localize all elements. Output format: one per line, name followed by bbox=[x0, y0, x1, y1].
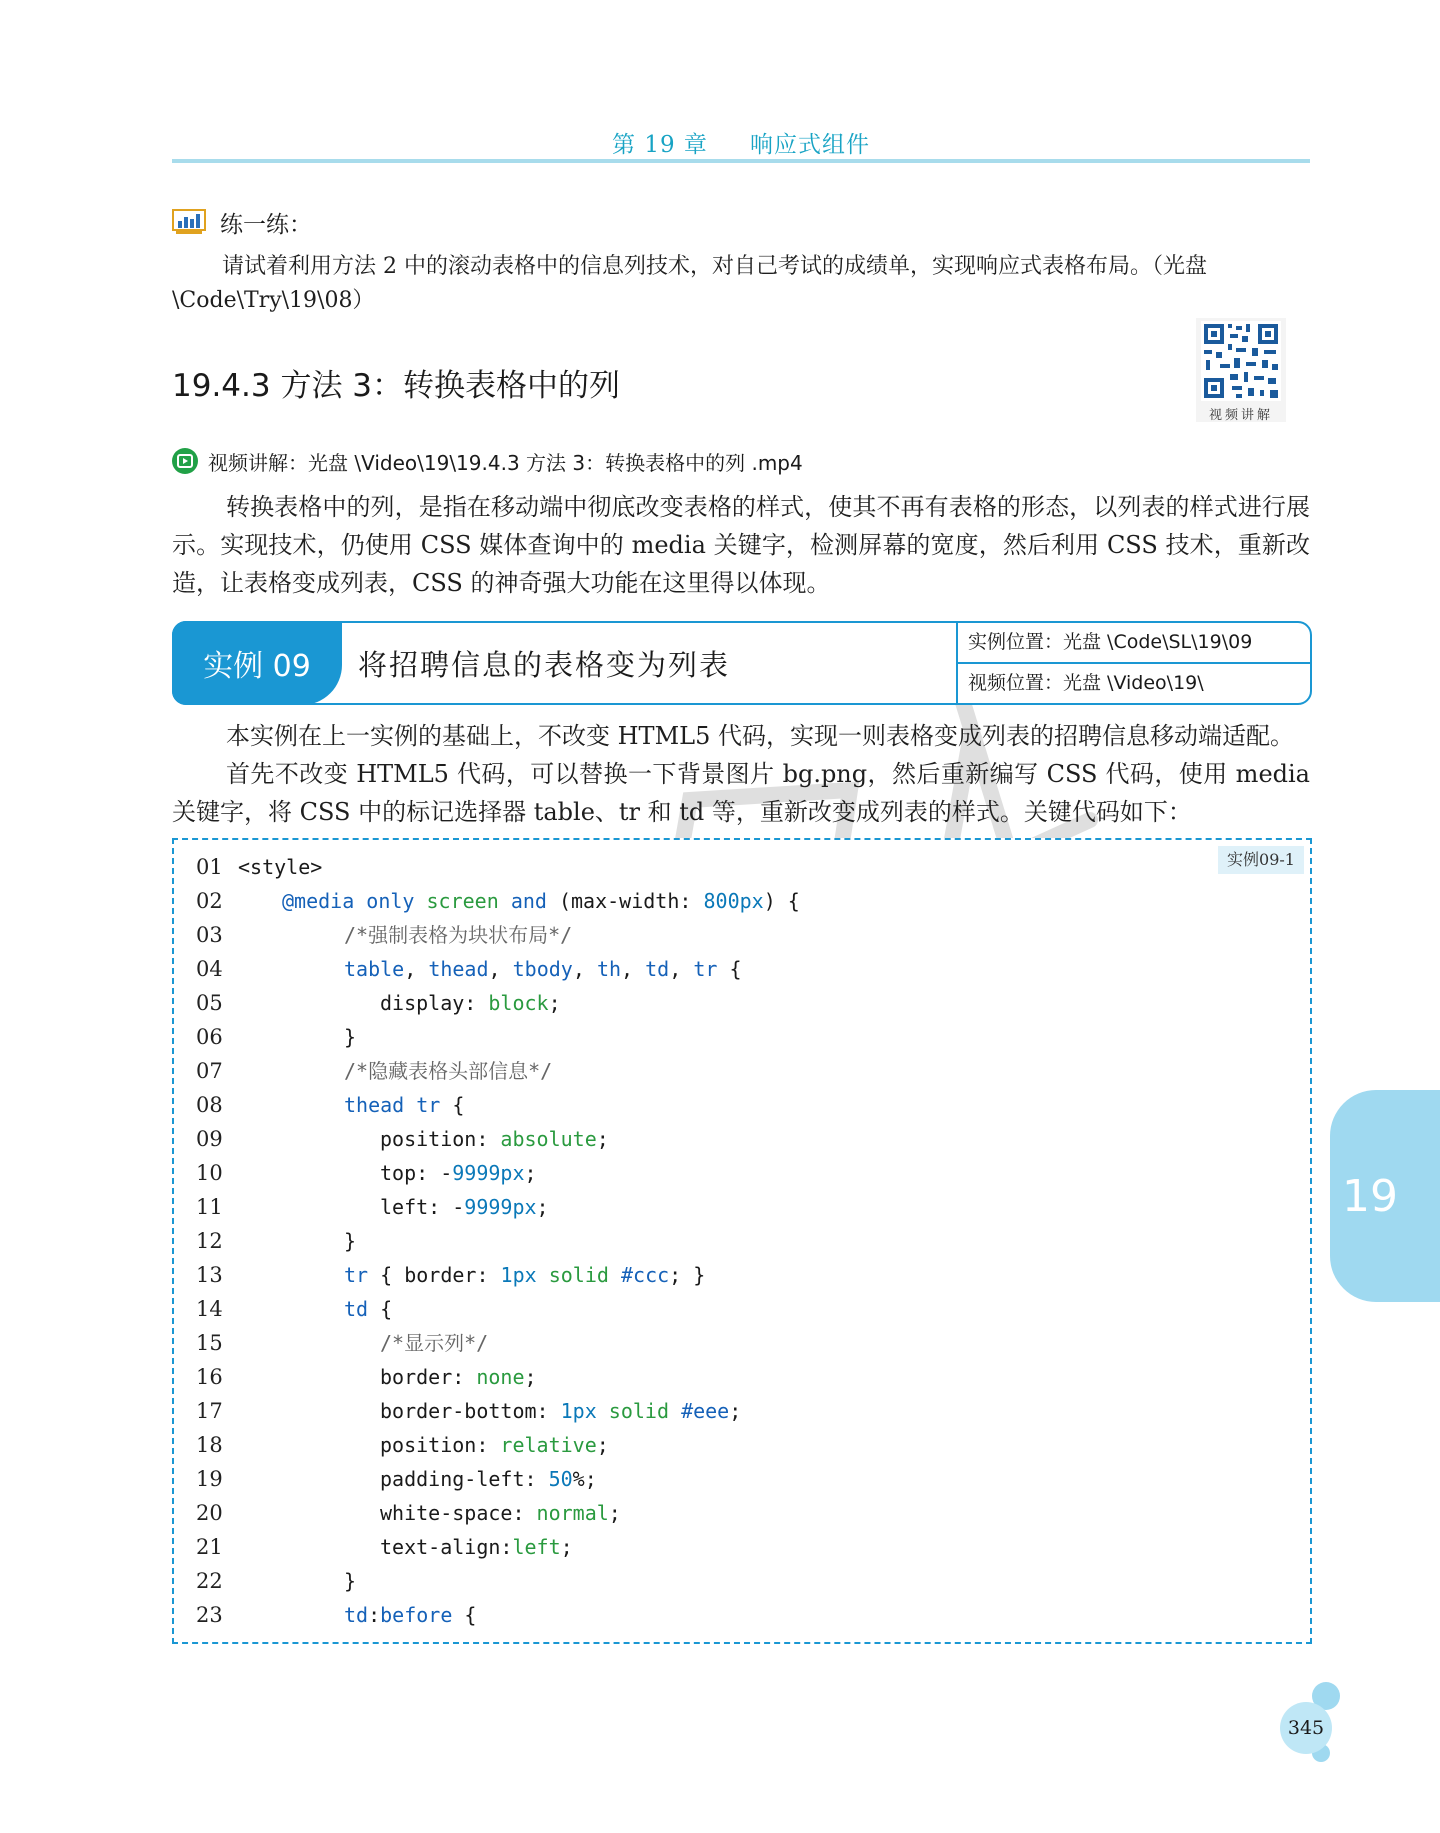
code-line bbox=[196, 1462, 597, 1496]
code-line bbox=[196, 1394, 741, 1428]
code-line bbox=[196, 1020, 356, 1054]
code-text bbox=[344, 918, 572, 952]
line-number: 03 bbox=[196, 923, 223, 947]
code-token: : bbox=[368, 1603, 381, 1627]
chapter-title: 响应式组件 bbox=[749, 132, 870, 158]
code-line bbox=[196, 986, 561, 1020]
code-token: , bbox=[669, 957, 694, 981]
code-text bbox=[344, 952, 742, 986]
code-line bbox=[196, 1088, 464, 1122]
code-token: /*显示列*/ bbox=[380, 1331, 489, 1355]
code-token: block bbox=[488, 991, 549, 1015]
code-token: %; bbox=[572, 1467, 597, 1491]
code-text bbox=[380, 1530, 573, 1564]
code-token: ; } bbox=[669, 1263, 706, 1287]
code-token: tr bbox=[416, 1093, 441, 1117]
code-line bbox=[196, 1360, 537, 1394]
code-token: position: bbox=[380, 1433, 501, 1457]
code-line bbox=[196, 1496, 621, 1530]
chapter-side-tab bbox=[1330, 1090, 1440, 1302]
code-token: absolute bbox=[500, 1127, 597, 1151]
example-title: 将招聘信息的表格变为列表 bbox=[358, 648, 731, 682]
line-number: 01 bbox=[196, 855, 223, 879]
example-header bbox=[172, 621, 1312, 705]
code-token: table bbox=[344, 957, 405, 981]
code-token: (max-width: bbox=[546, 889, 704, 913]
code-token: 1px bbox=[500, 1263, 537, 1287]
example-video-location: 视频位置：光盘 \Video\19\ bbox=[958, 662, 1310, 703]
code-token: ; bbox=[560, 1535, 573, 1559]
code-line bbox=[196, 1258, 705, 1292]
code-token: 9999px bbox=[452, 1161, 525, 1185]
code-token: , bbox=[572, 957, 597, 981]
chapter-side-tab-label: 19 bbox=[1342, 1170, 1398, 1222]
code-text bbox=[380, 1156, 537, 1190]
code-line bbox=[196, 1224, 356, 1258]
code-token: ; bbox=[596, 1127, 609, 1151]
code-token: ) { bbox=[763, 889, 800, 913]
code-token: border: bbox=[380, 1365, 477, 1389]
code-token: screen bbox=[426, 889, 499, 913]
code-line bbox=[196, 918, 572, 952]
code-token: th bbox=[596, 957, 622, 981]
code-line bbox=[196, 1428, 609, 1462]
code-token: { bbox=[440, 1093, 465, 1117]
code-token bbox=[414, 889, 426, 913]
code-line bbox=[196, 1530, 573, 1564]
line-number: 05 bbox=[196, 991, 223, 1015]
code-token: before bbox=[380, 1603, 453, 1627]
code-token: 800px bbox=[703, 889, 764, 913]
line-number: 09 bbox=[196, 1127, 223, 1151]
code-token: <style> bbox=[238, 855, 323, 879]
practice-title: 练一练： bbox=[220, 211, 312, 238]
code-listing bbox=[172, 838, 1312, 1644]
line-number: 17 bbox=[196, 1399, 223, 1423]
code-text bbox=[344, 1564, 356, 1598]
code-token: left bbox=[512, 1535, 561, 1559]
code-line bbox=[196, 884, 800, 918]
line-number: 07 bbox=[196, 1059, 223, 1083]
example-tag: 实例 09 bbox=[172, 621, 342, 705]
qr-code-icon bbox=[1196, 318, 1286, 404]
intro-paragraph-text: 转换表格中的列，是指在移动端中彻底改变表格的样式，使其不再有表格的形态，以列表的样式进行展示。实现技术，仍使用 CSS 媒体查询中的 media 关键字，检测屏幕的宽度，然后利用 CSS 技术，重新改造，让表格变成列表，CSS 的神奇强大功能在这里得以体现。 bbox=[172, 493, 1310, 597]
code-token: tr bbox=[344, 1263, 369, 1287]
code-token: /*隐藏表格头部信息*/ bbox=[344, 1059, 553, 1083]
qr-code[interactable] bbox=[1196, 318, 1286, 422]
code-token: #eee bbox=[681, 1399, 730, 1423]
code-text bbox=[380, 1394, 741, 1428]
qr-label: 视频讲解 bbox=[1208, 408, 1273, 423]
code-line bbox=[196, 1564, 356, 1598]
line-number: 15 bbox=[196, 1331, 223, 1355]
code-token: solid bbox=[548, 1263, 609, 1287]
code-token: ; bbox=[729, 1399, 742, 1423]
video-play-icon bbox=[172, 448, 198, 474]
code-token: #ccc bbox=[620, 1263, 670, 1287]
code-token: tr bbox=[693, 957, 718, 981]
code-token bbox=[354, 889, 366, 913]
code-token: 1px bbox=[560, 1399, 597, 1423]
code-token: none bbox=[476, 1365, 525, 1389]
line-number: 11 bbox=[196, 1195, 223, 1219]
chapter-number: 第 19 章 bbox=[612, 132, 708, 158]
code-token: white-space: bbox=[380, 1501, 537, 1525]
section-title: 19.4.3 方法 3：转换表格中的列 bbox=[172, 368, 621, 404]
page-number-text: 345 bbox=[1287, 1717, 1325, 1739]
code-token: ; bbox=[524, 1161, 537, 1185]
code-token: { bbox=[717, 957, 742, 981]
line-number: 13 bbox=[196, 1263, 223, 1287]
code-token: top: - bbox=[380, 1161, 453, 1185]
line-number: 08 bbox=[196, 1093, 223, 1117]
code-token: padding-left: bbox=[380, 1467, 549, 1491]
code-token: td bbox=[344, 1297, 369, 1321]
code-token: , bbox=[488, 957, 513, 981]
line-number: 02 bbox=[196, 889, 223, 913]
code-line bbox=[196, 1156, 537, 1190]
code-token: only bbox=[366, 889, 415, 913]
code-token: 50 bbox=[548, 1467, 573, 1491]
chapter-header bbox=[172, 126, 1310, 162]
code-text bbox=[380, 1360, 537, 1394]
code-token bbox=[499, 889, 511, 913]
code-token: normal bbox=[536, 1501, 609, 1525]
code-token: 9999px bbox=[464, 1195, 537, 1219]
code-line bbox=[196, 1598, 476, 1632]
code-token: ; bbox=[524, 1365, 537, 1389]
line-number: 06 bbox=[196, 1025, 223, 1049]
line-number: 14 bbox=[196, 1297, 223, 1321]
code-text bbox=[380, 1326, 488, 1360]
practice-heading bbox=[172, 206, 312, 238]
code-text bbox=[380, 1190, 549, 1224]
code-token: tbody bbox=[512, 957, 573, 981]
example-paragraph-1: 本实例在上一实例的基础上，不改变 HTML5 代码，实现一则表格变成列表的招聘信息移动端适配。 bbox=[226, 722, 1294, 750]
code-line bbox=[196, 1326, 488, 1360]
code-token: { bbox=[452, 1603, 477, 1627]
intro-paragraph bbox=[172, 488, 1310, 602]
code-text bbox=[380, 1496, 621, 1530]
code-token: relative bbox=[500, 1433, 597, 1457]
code-text bbox=[380, 986, 561, 1020]
code-text bbox=[344, 1258, 705, 1292]
line-number: 22 bbox=[196, 1569, 223, 1593]
code-line bbox=[196, 1122, 609, 1156]
example-location: 实例位置：光盘 \Code\SL\19\09 bbox=[968, 631, 1253, 653]
code-token: ; bbox=[596, 1433, 609, 1457]
video-reference-text: 视频讲解：光盘 \Video\19\19.4.3 方法 3：转换表格中的列 .mp4 bbox=[208, 450, 803, 475]
code-token: position: bbox=[380, 1127, 501, 1151]
code-text bbox=[380, 1462, 597, 1496]
code-line bbox=[196, 850, 322, 884]
chart-icon bbox=[172, 209, 206, 235]
line-number: 04 bbox=[196, 957, 223, 981]
line-number: 21 bbox=[196, 1535, 223, 1559]
code-token: } bbox=[344, 1569, 357, 1593]
code-token: ; bbox=[608, 1501, 621, 1525]
code-text bbox=[380, 1428, 609, 1462]
code-text bbox=[344, 1088, 464, 1122]
code-line bbox=[196, 1292, 392, 1326]
code-token: border-bottom: bbox=[380, 1399, 561, 1423]
code-text bbox=[344, 1292, 392, 1326]
line-number: 19 bbox=[196, 1467, 223, 1491]
code-token: ; bbox=[536, 1195, 549, 1219]
practice-text: 请试着利用方法 2 中的滚动表格中的信息列技术，对自己考试的成绩单，实现响应式表格布局。（光盘 \Code\Try\19\08） bbox=[172, 254, 1207, 313]
header-rule bbox=[172, 159, 1310, 163]
code-token bbox=[597, 1399, 609, 1423]
page-number bbox=[1280, 1702, 1332, 1754]
code-token: display: bbox=[380, 991, 489, 1015]
code-token: /*强制表格为块状布局*/ bbox=[344, 923, 573, 947]
code-line bbox=[196, 1054, 552, 1088]
code-token: td bbox=[645, 957, 670, 981]
code-token: @media bbox=[282, 889, 355, 913]
code-text bbox=[344, 1020, 356, 1054]
code-token: text-align: bbox=[380, 1535, 513, 1559]
line-number: 18 bbox=[196, 1433, 223, 1457]
code-token: and bbox=[510, 889, 547, 913]
code-text bbox=[238, 850, 322, 884]
example-meta bbox=[956, 623, 1310, 703]
code-token: thead bbox=[428, 957, 489, 981]
line-number: 20 bbox=[196, 1501, 223, 1525]
code-token: td bbox=[344, 1603, 369, 1627]
code-line bbox=[196, 1190, 549, 1224]
code-text bbox=[344, 1054, 552, 1088]
code-token bbox=[404, 1093, 416, 1117]
code-token: , bbox=[404, 957, 429, 981]
line-number: 12 bbox=[196, 1229, 223, 1253]
code-text bbox=[380, 1122, 609, 1156]
code-text bbox=[344, 1598, 476, 1632]
code-text bbox=[344, 1224, 356, 1258]
code-token bbox=[669, 1399, 681, 1423]
video-reference bbox=[172, 446, 803, 476]
code-token bbox=[537, 1263, 549, 1287]
code-token: } bbox=[344, 1025, 357, 1049]
example-paragraph-2: 首先不改变 HTML5 代码，可以替换一下背景图片 bg.png，然后重新编写 CSS 代码，使用 media 关键字，将 CSS 中的标记选择器 table、tr 和 td 等，重新改变成列表的样式。关键代码如下： bbox=[172, 760, 1310, 826]
code-token: } bbox=[344, 1229, 357, 1253]
code-token: left: - bbox=[380, 1195, 465, 1219]
line-number: 23 bbox=[196, 1603, 223, 1627]
code-token: { bbox=[368, 1297, 393, 1321]
code-token: solid bbox=[608, 1399, 670, 1423]
example-description bbox=[172, 717, 1310, 831]
code-line bbox=[196, 952, 742, 986]
code-token: ; bbox=[548, 991, 561, 1015]
code-token: thead bbox=[344, 1093, 405, 1117]
code-token: { border: bbox=[368, 1263, 501, 1287]
code-token: , bbox=[621, 957, 646, 981]
code-token bbox=[609, 1263, 621, 1287]
code-tag: 实例09-1 bbox=[1218, 846, 1304, 874]
code-text bbox=[282, 884, 800, 918]
line-number: 16 bbox=[196, 1365, 223, 1389]
line-number: 10 bbox=[196, 1161, 223, 1185]
